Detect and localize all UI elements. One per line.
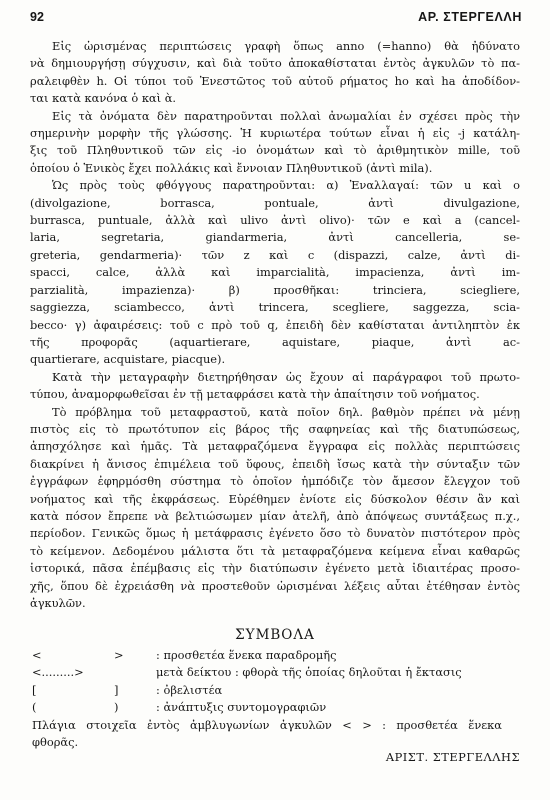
text-line: πιστὸς εἰς τὸ πρωτότυπον εἰς βάρος τῆς σαφηνείας καὶ τῆς διατυπώσεως, xyxy=(30,421,520,436)
symbol-open: [ xyxy=(32,682,37,697)
text-line: laria, segretaria, giandarmeria, ἀντὶ cancelleria, se- xyxy=(30,230,520,245)
symbols-note-line: Πλάγια στοιχεῖα ἐντὸς ἀμβλυγωνίων ἀγκυλῶν < > : προσθετέα ἕνεκα xyxy=(32,717,502,732)
text-line: κατὰ πόσον ἔπρεπε νὰ βελτιώσωμεν μίαν ἀτελῆ, ἀπὸ ἀπόψεως συντάξεως π.χ., xyxy=(30,508,520,523)
page-number: 92 xyxy=(30,10,44,24)
text-line: ὁποίου ὁ Ἑνικὸς ἔχει πολλάκις καὶ ἔννοιαν Πληθυντικοῦ (ἀντὶ mila). xyxy=(30,160,433,175)
text-line: spacci, calce, ἀλλὰ καὶ imparcialità, impacienza, ἀντὶ im- xyxy=(30,265,520,280)
text-line: ραλειφθὲν h. Οἱ τύποι τοῦ Ἐνεστῶτος τοῦ αὐτοῦ ρήματος ho καὶ ha ἀποδίδον- xyxy=(30,73,520,88)
symbol-description: : προσθετέα ἕνεκα παραδρομῆς xyxy=(156,648,337,662)
author-signature: ΑΡΙΣΤ. ΣΤΕΡΓΕΛΛΗΣ xyxy=(385,750,520,764)
symbol-close: ] xyxy=(114,682,119,697)
text-line: νὰ δημιουργήσῃ σύγχυσιν, καὶ διὰ τοῦτο ἀποκαθίσταται ἐντὸς ἀγκυλῶν τὸ πα- xyxy=(30,56,520,71)
symbols-note-line: φθορᾶς. xyxy=(32,734,79,749)
text-line: διακρίνει ἡ ἄνισος ἐπιμέλεια τοῦ ὕφους, ἐπειδὴ ἴσως κατὰ τὴν σύνταξιν τῶν xyxy=(30,456,520,471)
text-line: ἀπησχόλησε καὶ ἡμᾶς. Τὰ μεταφραζόμενα ἔγγραφα εἰς πολλὰς περιπτώσεις xyxy=(30,439,520,454)
text-line: quartierare, acquistare, piacque). xyxy=(30,352,226,367)
symbol-row xyxy=(32,699,502,716)
text-line: burrasca, puntuale, ἀλλὰ καὶ ulivo ἀντὶ olivo)· τῶν e καὶ a (cancel- xyxy=(30,213,520,228)
text-line: Κατὰ τὴν μεταγραφὴν διετηρήθησαν ὡς ἔχουν αἱ παράγραφοι τοῦ πρωτο- xyxy=(52,369,520,384)
paragraphs xyxy=(30,38,520,612)
text-line: parzialità, impazienza)· β) προσθῆκαι: trinciera, sciegliere, xyxy=(30,282,520,297)
text-line: Εἰς τὰ ὀνόματα δὲν παρατηροῦνται πολλαὶ ἀνωμαλίαι ἐν σχέσει πρὸς τὴν xyxy=(52,108,520,123)
text-line: τύπου, ἀναμορφωθεῖσαι ἐν τῇ μεταφράσει κατὰ τὴν ἀπαίτησιν τοῦ νοήματος. xyxy=(30,387,480,402)
symbol-close: ) xyxy=(114,700,119,715)
symbol-description: μετὰ δείκτου : φθορὰ τῆς ὁποίας δηλοῦται ἡ ἔκτασις xyxy=(156,665,462,680)
symbols-list xyxy=(32,647,502,751)
text-line: becco· γ) ἀφαιρέσεις: τοῦ c πρὸ τοῦ q, ἐπειδὴ δὲν καθίσταται ἀντιληπτὸν ἐκ xyxy=(30,317,520,332)
text-line: περίοδον. Γενικῶς ὅμως ἡ μετάφρασις ἐγένετο ὅσο τὸ δυνατὸν πιστότερον πρὸς xyxy=(30,526,520,541)
text-line: Εἰς ὡρισμένας περιπτώσεις γραφὴ ὅπως anno (=hanno) θὰ ἠδύνατο xyxy=(52,39,520,53)
text-line: ται κατὰ κανόνα ὁ καὶ ὰ. xyxy=(30,91,177,106)
body-text xyxy=(30,38,520,612)
symbol-row xyxy=(32,664,502,681)
symbol-open: < xyxy=(32,648,42,662)
text-line: ἐγγράφων ἐφηρμόσθη σύστημα τὸ ὁποῖον ἠμπόδιζε τὸν ἄμεσον ἔλεγχον τοῦ xyxy=(30,474,520,489)
text-line: Ὡς πρὸς τοὺς φθόγγους παρατηροῦνται: α) Ἐναλλαγαί: τῶν u καὶ o xyxy=(52,178,520,193)
symbol-close: > xyxy=(114,648,124,662)
page-header xyxy=(30,10,522,30)
text-line: ἀγκυλῶν. xyxy=(30,596,86,610)
symbol-open: <.........> xyxy=(32,665,84,680)
symbol-row xyxy=(32,682,502,699)
text-line: ἱστορικά, πᾶσα ἐπέμβασις εἰς τὴν διατύπωσιν ἐγένετο μετὰ ἰδιαιτέρας προσο- xyxy=(30,561,520,576)
text-line: ξις τοῦ Πληθυντικοῦ τῶν εἰς -io ὀνομάτων καὶ τὸ ἀριθμητικὸν mille, τοῦ xyxy=(30,143,520,158)
text-line: saggiezza, sciambecco, ἀντὶ trincera, scegliere, saggezza, scia- xyxy=(30,300,520,315)
text-line: σημερινὴν μορφὴν τῆς γλώσσης. Ἡ κυριωτέρα τούτων εἶναι ἡ εἰς -j κατάλη- xyxy=(30,126,520,141)
text-line: τῆς προφορᾶς (aquartierare, aquistare, piaque, ἀντὶ ac- xyxy=(30,334,520,349)
text-line: greteria, gendarmeria)· τῶν z καὶ c (dispazzi, calze, ἀντὶ di- xyxy=(30,247,520,262)
text-line: Τὸ πρόβλημα τοῦ μεταφραστοῦ, κατὰ ποῖον δηλ. βαθμὸν πρέπει νὰ μένῃ xyxy=(52,404,520,419)
text-line: χῆς, ὅπου δὲ ἐχρειάσθη νὰ προστεθοῦν ὡρισμέναι λέξεις αὗται ἐτέθησαν ἐντὸς xyxy=(30,578,520,593)
text-line: (divolgazione, borrasca, pontuale, ἀντὶ divulgazione, xyxy=(30,195,520,210)
text-line: νοήματος καὶ τῆς ἐκφράσεως. Εὑρέθημεν ἐνίοτε εἰς δύσκολον θέσιν ἂν καὶ xyxy=(30,491,520,506)
symbol-open: ( xyxy=(32,700,37,715)
symbol-row xyxy=(32,647,502,664)
symbols-title: ΣΥΜΒΟΛΑ xyxy=(235,627,315,643)
text-line: τὸ κείμενον. Δεδομένου μάλιστα ὅτι τὰ μεταφραζόμενα κείμενα εἶναι καθαρῶς xyxy=(30,543,520,558)
symbol-description: : ἀνάπτυξις συντομογραφιῶν xyxy=(156,700,327,715)
symbol-description: : ὀβελιστέα xyxy=(156,682,223,697)
running-head: ΑΡ. ΣΤΕΡΓΕΛΛΗ xyxy=(418,10,522,24)
